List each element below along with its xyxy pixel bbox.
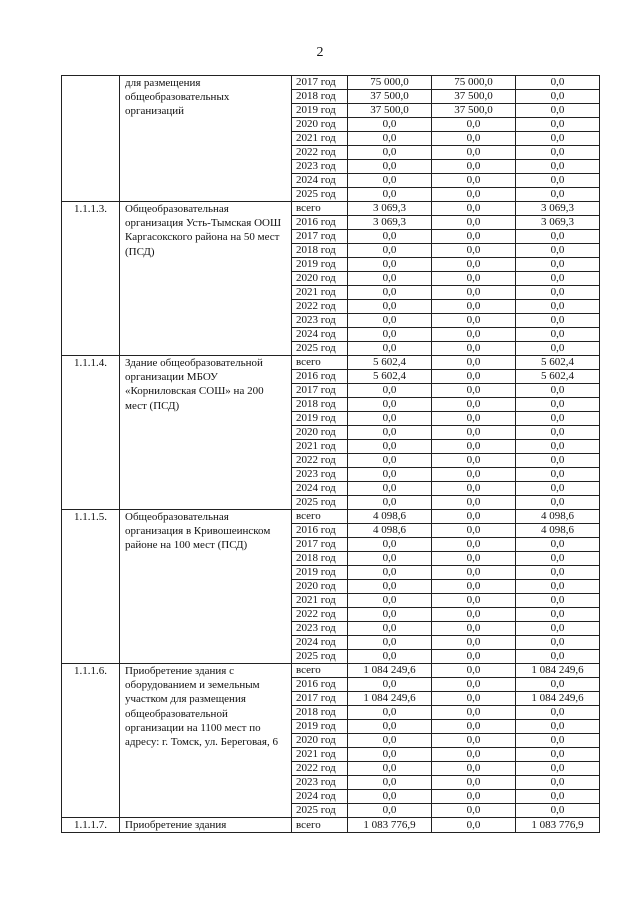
- year-cell: 2017 год: [292, 384, 348, 398]
- regional-cell: 3 069,3: [516, 216, 600, 230]
- year-cell: 2021 год: [292, 132, 348, 146]
- year-cell: 2019 год: [292, 412, 348, 426]
- item-number: 1.1.1.5.: [62, 510, 120, 664]
- regional-cell: 0,0: [516, 678, 600, 692]
- regional-cell: 4 098,6: [516, 524, 600, 538]
- federal-cell: 0,0: [432, 734, 516, 748]
- regional-cell: 0,0: [516, 622, 600, 636]
- total-cell: 0,0: [348, 146, 432, 160]
- regional-cell: 0,0: [516, 734, 600, 748]
- federal-cell: 0,0: [432, 118, 516, 132]
- federal-cell: 0,0: [432, 636, 516, 650]
- budget-table: [61, 75, 600, 833]
- total-cell: 0,0: [348, 286, 432, 300]
- table-row: [62, 76, 600, 90]
- total-cell: 0,0: [348, 174, 432, 188]
- regional-cell: 0,0: [516, 300, 600, 314]
- year-cell: 2024 год: [292, 174, 348, 188]
- total-cell: 0,0: [348, 636, 432, 650]
- year-cell: 2018 год: [292, 706, 348, 720]
- federal-cell: 0,0: [432, 650, 516, 664]
- federal-cell: 0,0: [432, 412, 516, 426]
- year-cell: 2020 год: [292, 118, 348, 132]
- federal-cell: 0,0: [432, 748, 516, 762]
- total-cell: 37 500,0: [348, 104, 432, 118]
- federal-cell: 0,0: [432, 398, 516, 412]
- year-cell: 2024 год: [292, 328, 348, 342]
- total-cell: 3 069,3: [348, 202, 432, 216]
- year-cell: 2023 год: [292, 160, 348, 174]
- total-cell: 4 098,6: [348, 524, 432, 538]
- table-row: [62, 356, 600, 370]
- regional-cell: 0,0: [516, 160, 600, 174]
- year-cell: 2019 год: [292, 566, 348, 580]
- year-cell: 2025 год: [292, 188, 348, 202]
- total-cell: 0,0: [348, 734, 432, 748]
- federal-cell: 0,0: [432, 300, 516, 314]
- regional-cell: 5 602,4: [516, 370, 600, 384]
- year-cell: всего: [292, 664, 348, 678]
- federal-cell: 0,0: [432, 566, 516, 580]
- total-cell: 0,0: [348, 412, 432, 426]
- regional-cell: 0,0: [516, 454, 600, 468]
- total-cell: 0,0: [348, 748, 432, 762]
- regional-cell: 0,0: [516, 426, 600, 440]
- year-cell: 2019 год: [292, 104, 348, 118]
- regional-cell: 0,0: [516, 762, 600, 776]
- year-cell: 2018 год: [292, 90, 348, 104]
- regional-cell: 0,0: [516, 258, 600, 272]
- page-number: 2: [316, 45, 324, 60]
- year-cell: 2022 год: [292, 762, 348, 776]
- federal-cell: 0,0: [432, 790, 516, 804]
- item-number: [62, 76, 120, 202]
- regional-cell: 0,0: [516, 398, 600, 412]
- regional-cell: 0,0: [516, 132, 600, 146]
- year-cell: 2021 год: [292, 594, 348, 608]
- federal-cell: 0,0: [432, 594, 516, 608]
- total-cell: 5 602,4: [348, 356, 432, 370]
- regional-cell: 0,0: [516, 342, 600, 356]
- regional-cell: 4 098,6: [516, 510, 600, 524]
- federal-cell: 0,0: [432, 174, 516, 188]
- item-name: Здание общеобразовательной организации МБОУ «Корниловская СОШ» на 200 мест (ПСД): [120, 356, 292, 510]
- regional-cell: 0,0: [516, 76, 600, 90]
- year-cell: 2020 год: [292, 580, 348, 594]
- regional-cell: 0,0: [516, 328, 600, 342]
- regional-cell: 0,0: [516, 608, 600, 622]
- year-cell: 2022 год: [292, 454, 348, 468]
- year-cell: 2016 год: [292, 524, 348, 538]
- federal-cell: 0,0: [432, 202, 516, 216]
- total-cell: 0,0: [348, 706, 432, 720]
- total-cell: 4 098,6: [348, 510, 432, 524]
- regional-cell: 0,0: [516, 412, 600, 426]
- total-cell: 0,0: [348, 804, 432, 818]
- federal-cell: 0,0: [432, 356, 516, 370]
- total-cell: 0,0: [348, 762, 432, 776]
- regional-cell: 5 602,4: [516, 356, 600, 370]
- regional-cell: 0,0: [516, 440, 600, 454]
- regional-cell: 0,0: [516, 776, 600, 790]
- total-cell: 0,0: [348, 440, 432, 454]
- item-name: Приобретение здания с оборудованием и земельным участком для размещения общеобразовательной организации на 1100 мест по адресу: г. Томск, ул. Береговая, 6: [120, 664, 292, 818]
- year-cell: 2021 год: [292, 748, 348, 762]
- year-cell: 2020 год: [292, 426, 348, 440]
- regional-cell: 0,0: [516, 790, 600, 804]
- total-cell: 0,0: [348, 580, 432, 594]
- year-cell: всего: [292, 510, 348, 524]
- item-number: 1.1.1.6.: [62, 664, 120, 818]
- total-cell: 0,0: [348, 622, 432, 636]
- federal-cell: 75 000,0: [432, 76, 516, 90]
- federal-cell: 0,0: [432, 384, 516, 398]
- table-row: [62, 510, 600, 524]
- year-cell: 2023 год: [292, 314, 348, 328]
- total-cell: 0,0: [348, 258, 432, 272]
- federal-cell: 0,0: [432, 720, 516, 734]
- total-cell: 0,0: [348, 482, 432, 496]
- year-cell: 2024 год: [292, 636, 348, 650]
- total-cell: 0,0: [348, 468, 432, 482]
- federal-cell: 0,0: [432, 244, 516, 258]
- federal-cell: 0,0: [432, 538, 516, 552]
- regional-cell: 0,0: [516, 272, 600, 286]
- total-cell: 1 084 249,6: [348, 692, 432, 706]
- total-cell: 0,0: [348, 720, 432, 734]
- year-cell: 2017 год: [292, 230, 348, 244]
- federal-cell: 0,0: [432, 468, 516, 482]
- federal-cell: 0,0: [432, 314, 516, 328]
- total-cell: 0,0: [348, 454, 432, 468]
- total-cell: 1 083 776,9: [348, 818, 432, 833]
- federal-cell: 0,0: [432, 552, 516, 566]
- total-cell: 0,0: [348, 426, 432, 440]
- federal-cell: 0,0: [432, 342, 516, 356]
- regional-cell: 0,0: [516, 720, 600, 734]
- year-cell: 2023 год: [292, 468, 348, 482]
- regional-cell: 0,0: [516, 804, 600, 818]
- regional-cell: 0,0: [516, 636, 600, 650]
- year-cell: 2017 год: [292, 692, 348, 706]
- regional-cell: 0,0: [516, 594, 600, 608]
- year-cell: 2021 год: [292, 286, 348, 300]
- regional-cell: 1 084 249,6: [516, 664, 600, 678]
- regional-cell: 0,0: [516, 706, 600, 720]
- federal-cell: 0,0: [432, 818, 516, 833]
- year-cell: всего: [292, 356, 348, 370]
- regional-cell: 0,0: [516, 286, 600, 300]
- federal-cell: 0,0: [432, 188, 516, 202]
- year-cell: 2018 год: [292, 398, 348, 412]
- regional-cell: 0,0: [516, 146, 600, 160]
- year-cell: 2017 год: [292, 538, 348, 552]
- regional-cell: 0,0: [516, 580, 600, 594]
- regional-cell: 0,0: [516, 104, 600, 118]
- federal-cell: 0,0: [432, 272, 516, 286]
- total-cell: 3 069,3: [348, 216, 432, 230]
- federal-cell: 0,0: [432, 328, 516, 342]
- year-cell: 2024 год: [292, 482, 348, 496]
- federal-cell: 0,0: [432, 692, 516, 706]
- regional-cell: 0,0: [516, 552, 600, 566]
- total-cell: 1 084 249,6: [348, 664, 432, 678]
- federal-cell: 0,0: [432, 286, 516, 300]
- total-cell: 0,0: [348, 230, 432, 244]
- federal-cell: 37 500,0: [432, 104, 516, 118]
- year-cell: 2016 год: [292, 370, 348, 384]
- total-cell: 0,0: [348, 650, 432, 664]
- item-number: 1.1.1.4.: [62, 356, 120, 510]
- item-number: 1.1.1.3.: [62, 202, 120, 356]
- item-name: Приобретение здания: [120, 818, 292, 833]
- total-cell: 0,0: [348, 776, 432, 790]
- year-cell: 2025 год: [292, 496, 348, 510]
- item-name: Общеобразовательная организация в Кривошеинском районе на 100 мест (ПСД): [120, 510, 292, 664]
- total-cell: 0,0: [348, 384, 432, 398]
- federal-cell: 0,0: [432, 426, 516, 440]
- regional-cell: 0,0: [516, 230, 600, 244]
- total-cell: 5 602,4: [348, 370, 432, 384]
- regional-cell: 0,0: [516, 90, 600, 104]
- year-cell: всего: [292, 202, 348, 216]
- year-cell: 2019 год: [292, 720, 348, 734]
- total-cell: 37 500,0: [348, 90, 432, 104]
- year-cell: 2018 год: [292, 552, 348, 566]
- total-cell: 0,0: [348, 678, 432, 692]
- regional-cell: 0,0: [516, 174, 600, 188]
- federal-cell: 37 500,0: [432, 90, 516, 104]
- total-cell: 0,0: [348, 790, 432, 804]
- total-cell: 0,0: [348, 314, 432, 328]
- regional-cell: 0,0: [516, 244, 600, 258]
- federal-cell: 0,0: [432, 146, 516, 160]
- federal-cell: 0,0: [432, 482, 516, 496]
- year-cell: 2017 год: [292, 76, 348, 90]
- federal-cell: 0,0: [432, 664, 516, 678]
- federal-cell: 0,0: [432, 454, 516, 468]
- table-row: [62, 664, 600, 678]
- regional-cell: 0,0: [516, 538, 600, 552]
- regional-cell: 0,0: [516, 566, 600, 580]
- total-cell: 0,0: [348, 552, 432, 566]
- total-cell: 0,0: [348, 272, 432, 286]
- federal-cell: 0,0: [432, 762, 516, 776]
- item-number: 1.1.1.7.: [62, 818, 120, 833]
- federal-cell: 0,0: [432, 258, 516, 272]
- year-cell: 2022 год: [292, 608, 348, 622]
- federal-cell: 0,0: [432, 160, 516, 174]
- year-cell: 2025 год: [292, 804, 348, 818]
- federal-cell: 0,0: [432, 678, 516, 692]
- federal-cell: 0,0: [432, 622, 516, 636]
- item-name: для размещения общеобразовательных организаций: [120, 76, 292, 202]
- year-cell: 2024 год: [292, 790, 348, 804]
- year-cell: 2022 год: [292, 300, 348, 314]
- total-cell: 0,0: [348, 118, 432, 132]
- regional-cell: 0,0: [516, 496, 600, 510]
- year-cell: всего: [292, 818, 348, 833]
- year-cell: 2018 год: [292, 244, 348, 258]
- regional-cell: 1 083 776,9: [516, 818, 600, 833]
- federal-cell: 0,0: [432, 370, 516, 384]
- total-cell: 0,0: [348, 188, 432, 202]
- item-name: Общеобразовательная организация Усть-Тымская ООШ Каргасокского района на 50 мест (ПСД): [120, 202, 292, 356]
- total-cell: 0,0: [348, 496, 432, 510]
- total-cell: 0,0: [348, 608, 432, 622]
- table-row: [62, 818, 600, 833]
- regional-cell: 0,0: [516, 188, 600, 202]
- year-cell: 2023 год: [292, 622, 348, 636]
- year-cell: 2025 год: [292, 650, 348, 664]
- regional-cell: 0,0: [516, 384, 600, 398]
- total-cell: 0,0: [348, 244, 432, 258]
- total-cell: 0,0: [348, 566, 432, 580]
- regional-cell: 0,0: [516, 314, 600, 328]
- table-row: [62, 202, 600, 216]
- year-cell: 2016 год: [292, 216, 348, 230]
- total-cell: 0,0: [348, 300, 432, 314]
- total-cell: 75 000,0: [348, 76, 432, 90]
- regional-cell: 0,0: [516, 748, 600, 762]
- federal-cell: 0,0: [432, 216, 516, 230]
- federal-cell: 0,0: [432, 496, 516, 510]
- year-cell: 2023 год: [292, 776, 348, 790]
- year-cell: 2025 год: [292, 342, 348, 356]
- total-cell: 0,0: [348, 398, 432, 412]
- federal-cell: 0,0: [432, 580, 516, 594]
- year-cell: 2019 год: [292, 258, 348, 272]
- total-cell: 0,0: [348, 160, 432, 174]
- total-cell: 0,0: [348, 132, 432, 146]
- regional-cell: 1 084 249,6: [516, 692, 600, 706]
- federal-cell: 0,0: [432, 440, 516, 454]
- federal-cell: 0,0: [432, 524, 516, 538]
- federal-cell: 0,0: [432, 608, 516, 622]
- regional-cell: 0,0: [516, 118, 600, 132]
- total-cell: 0,0: [348, 328, 432, 342]
- federal-cell: 0,0: [432, 776, 516, 790]
- year-cell: 2022 год: [292, 146, 348, 160]
- regional-cell: 0,0: [516, 650, 600, 664]
- regional-cell: 3 069,3: [516, 202, 600, 216]
- regional-cell: 0,0: [516, 482, 600, 496]
- year-cell: 2016 год: [292, 678, 348, 692]
- total-cell: 0,0: [348, 594, 432, 608]
- total-cell: 0,0: [348, 538, 432, 552]
- federal-cell: 0,0: [432, 510, 516, 524]
- federal-cell: 0,0: [432, 132, 516, 146]
- year-cell: 2020 год: [292, 734, 348, 748]
- federal-cell: 0,0: [432, 706, 516, 720]
- regional-cell: 0,0: [516, 468, 600, 482]
- federal-cell: 0,0: [432, 230, 516, 244]
- total-cell: 0,0: [348, 342, 432, 356]
- year-cell: 2020 год: [292, 272, 348, 286]
- federal-cell: 0,0: [432, 804, 516, 818]
- year-cell: 2021 год: [292, 440, 348, 454]
